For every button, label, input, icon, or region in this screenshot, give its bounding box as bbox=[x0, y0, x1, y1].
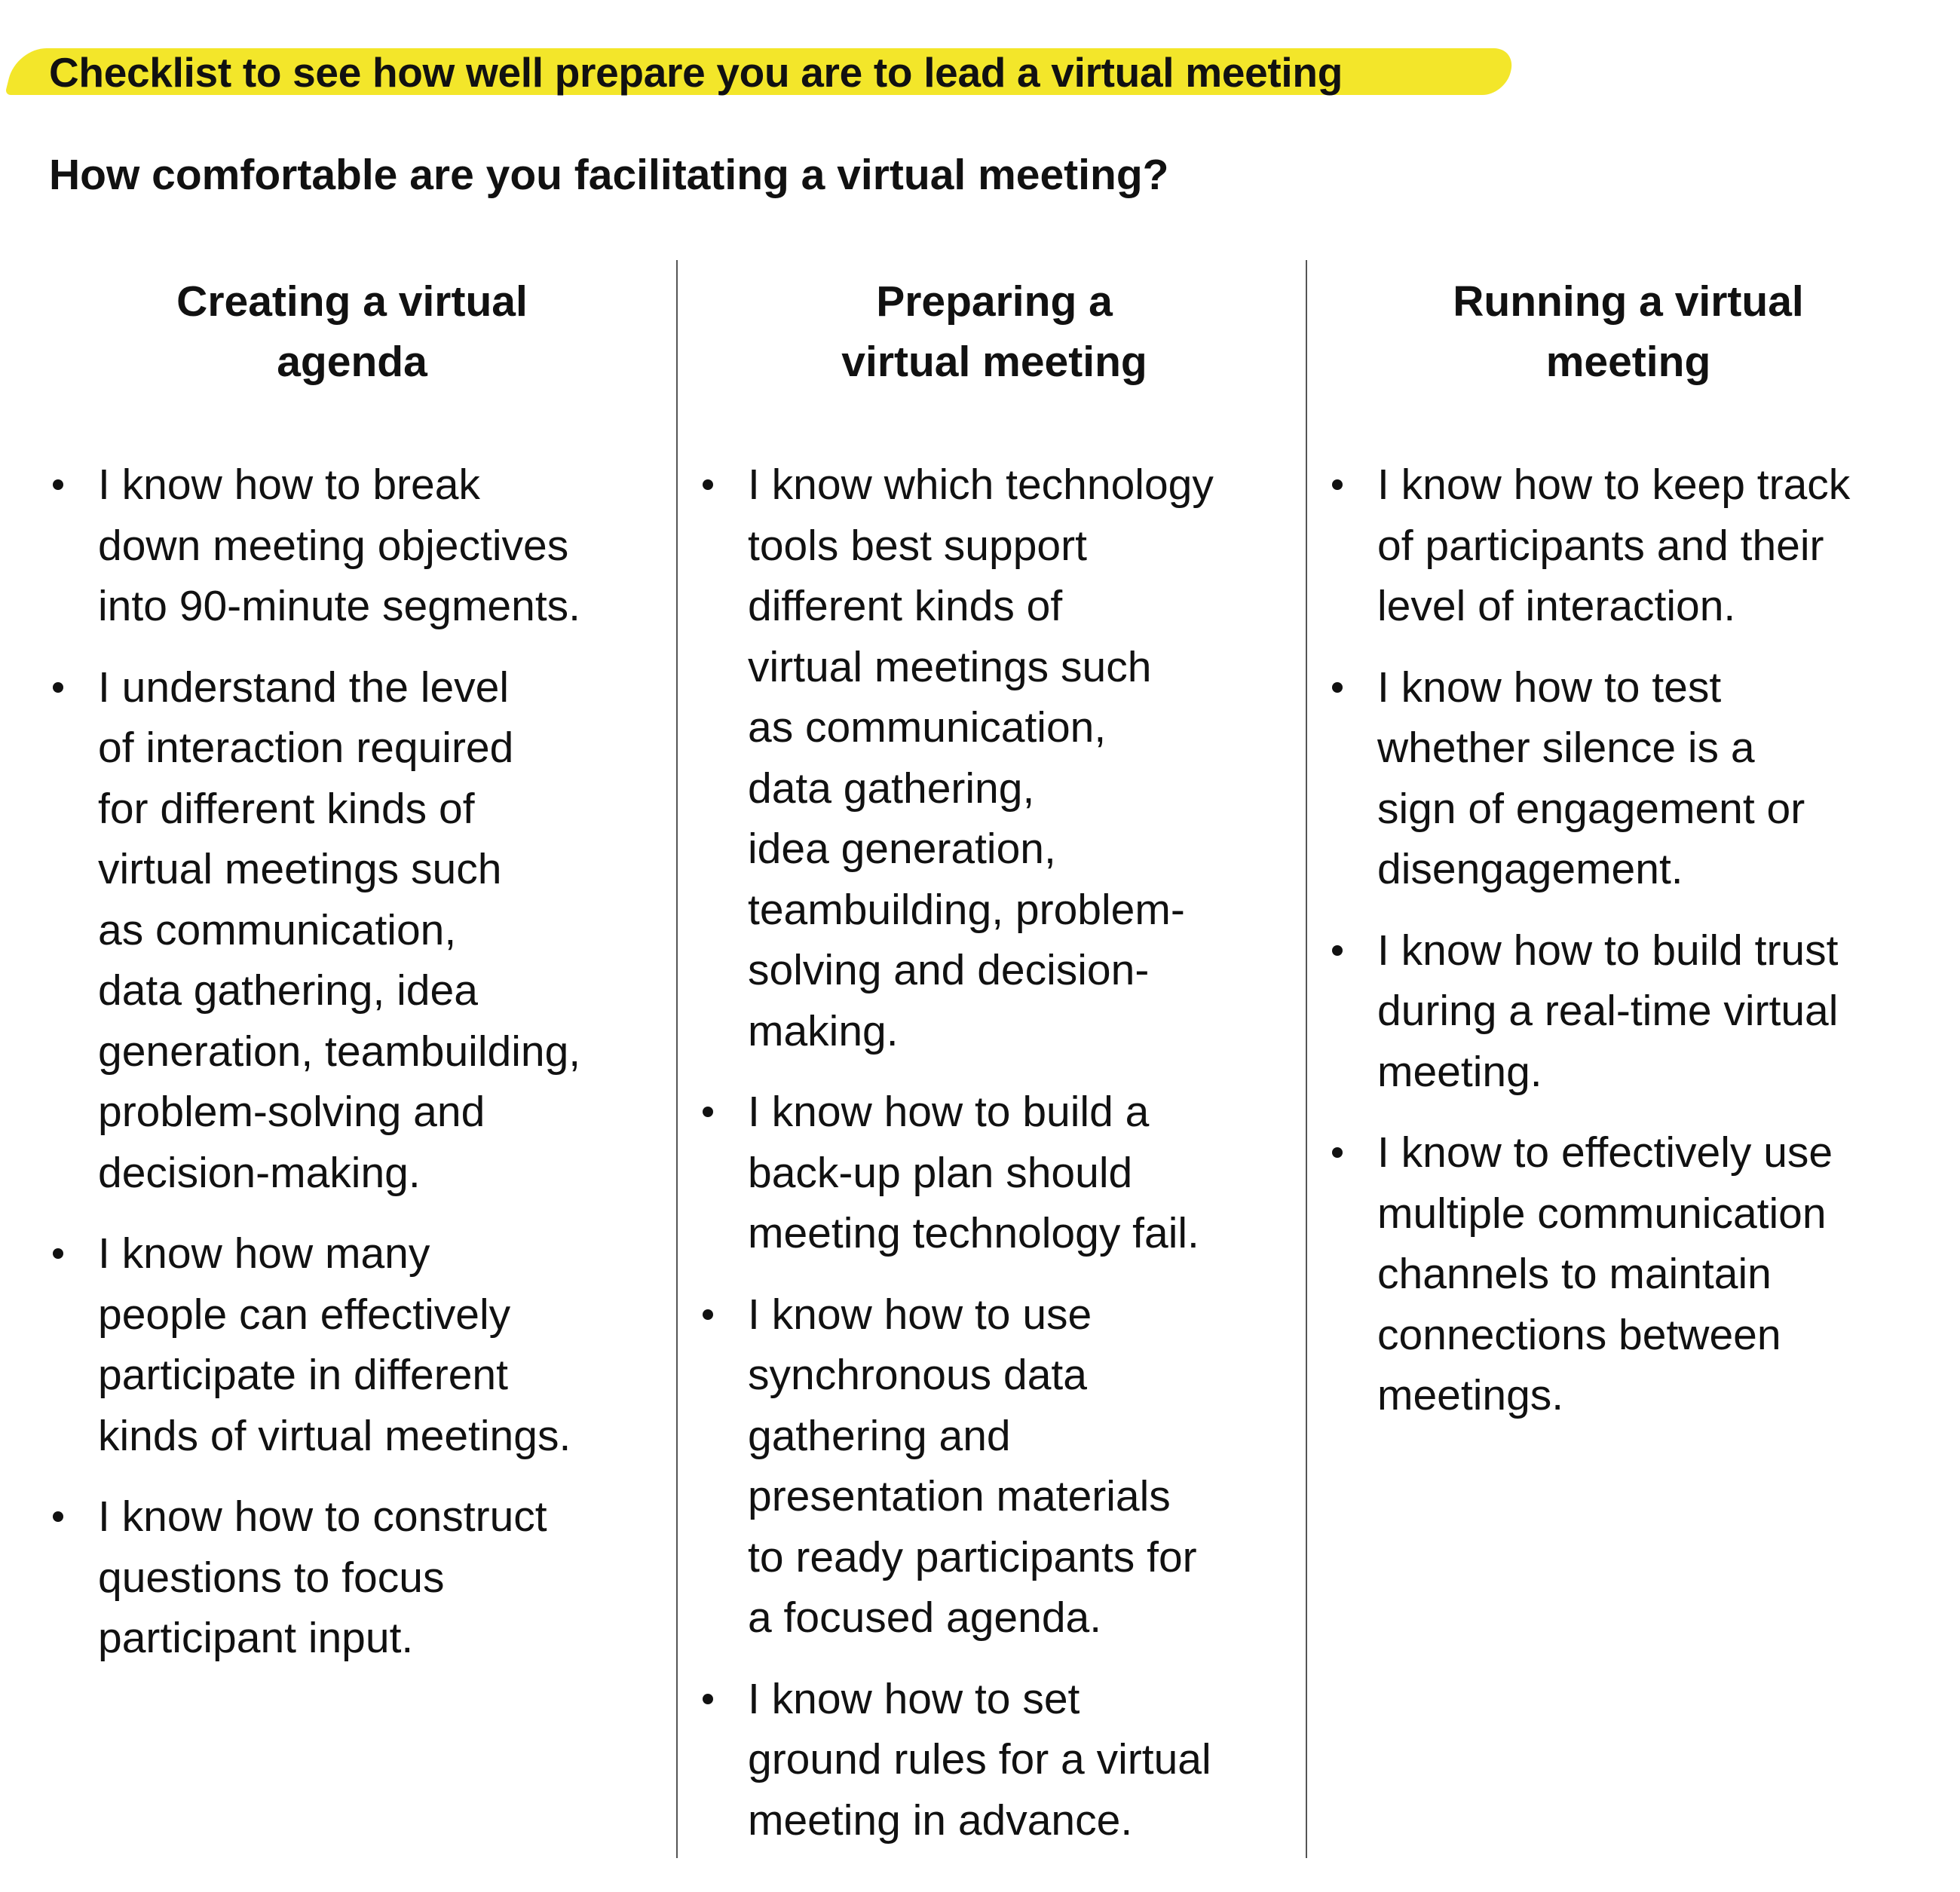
checklist-item bbox=[1328, 1122, 1850, 1426]
checklist-item-line: data gathering, idea bbox=[98, 966, 478, 1015]
checklist-item-line: teambuilding, problem- bbox=[748, 885, 1185, 934]
checklist-item-line: idea generation, bbox=[748, 825, 1056, 873]
checklist-item-line: presentation materials bbox=[748, 1472, 1171, 1520]
page-subtitle: How comfortable are you facilitating a virtual meeting? bbox=[49, 151, 1169, 199]
checklist bbox=[49, 455, 580, 1689]
checklist-item-line: whether silence is a bbox=[1377, 724, 1755, 772]
column-heading bbox=[51, 271, 654, 392]
bullet-icon bbox=[1332, 682, 1343, 693]
checklist-item-line: I know how many bbox=[98, 1229, 430, 1278]
checklist-item-line: as communication, bbox=[98, 905, 457, 954]
checklist-item-line: I know which technology bbox=[748, 461, 1214, 509]
bullet-icon bbox=[53, 1511, 63, 1522]
checklist-item-line: I know how to test bbox=[1377, 663, 1722, 712]
checklist-item-line: decision-making. bbox=[98, 1148, 421, 1197]
checklist-item-line: back-up plan should bbox=[748, 1148, 1133, 1197]
checklist-item bbox=[49, 1223, 580, 1466]
bullet-icon bbox=[703, 1309, 713, 1320]
checklist-item-line: participate in different bbox=[98, 1351, 508, 1399]
checklist bbox=[699, 455, 1214, 1871]
checklist-item-line: channels to maintain bbox=[1377, 1250, 1772, 1298]
checklist-item-line: disengagement. bbox=[1377, 845, 1683, 893]
column-heading bbox=[1327, 271, 1930, 392]
checklist-item bbox=[699, 1669, 1214, 1851]
checklist-item-line: as communication, bbox=[748, 703, 1107, 752]
checklist-item-line: meeting in advance. bbox=[748, 1796, 1133, 1845]
checklist-item-line: people can effectively bbox=[98, 1290, 511, 1339]
checklist-item-line: multiple communication bbox=[1377, 1189, 1827, 1238]
checklist-item-line: solving and decision- bbox=[748, 946, 1150, 994]
checklist-item-line: I understand the level bbox=[98, 663, 510, 712]
bullet-icon bbox=[53, 682, 63, 693]
column-divider bbox=[676, 260, 678, 1858]
column-heading bbox=[693, 271, 1296, 392]
checklist-item-line: meeting. bbox=[1377, 1047, 1542, 1096]
bullet-icon bbox=[53, 1248, 63, 1259]
bullet-icon bbox=[703, 1107, 713, 1117]
checklist-item-line: synchronous data bbox=[748, 1351, 1087, 1399]
checklist-item-line: different kinds of bbox=[748, 582, 1063, 630]
checklist-item bbox=[699, 455, 1214, 1061]
checklist-item-line: connections between bbox=[1377, 1310, 1781, 1359]
checklist-item-line: during a real-time virtual bbox=[1377, 987, 1839, 1035]
checklist-item-line: I know how to construct bbox=[98, 1492, 547, 1541]
checklist-item-line: questions to focus bbox=[98, 1553, 445, 1602]
checklist-item-line: for different kinds of bbox=[98, 784, 475, 833]
checklist-item-line: down meeting objectives bbox=[98, 521, 569, 570]
bullet-icon bbox=[1332, 479, 1343, 490]
checklist-item-line: meeting technology fail. bbox=[748, 1209, 1199, 1257]
page-title: Checklist to see how well prepare you are to lead a virtual meeting bbox=[49, 49, 1343, 96]
column-heading-line: meeting bbox=[1545, 338, 1711, 386]
checklist bbox=[1328, 455, 1850, 1447]
checklist-item-line: sign of engagement or bbox=[1377, 784, 1805, 833]
checklist-item-line: I know how to keep track bbox=[1377, 461, 1851, 509]
checklist-item bbox=[699, 1082, 1214, 1264]
bullet-icon bbox=[703, 479, 713, 490]
checklist-item-line: I know how to set bbox=[748, 1674, 1080, 1723]
column-heading-line: agenda bbox=[277, 338, 427, 386]
column-heading-line: Creating a virtual bbox=[176, 277, 528, 326]
checklist-item-line: virtual meetings such bbox=[98, 845, 502, 893]
checklist-item-line: I know how to break bbox=[98, 461, 480, 509]
bullet-icon bbox=[1332, 1147, 1343, 1158]
checklist-item bbox=[1328, 920, 1850, 1103]
checklist-item-line: data gathering, bbox=[748, 764, 1035, 813]
checklist-item-line: level of interaction. bbox=[1377, 582, 1736, 630]
bullet-icon bbox=[53, 479, 63, 490]
checklist-item-line: into 90-minute segments. bbox=[98, 582, 580, 630]
column-divider bbox=[1306, 260, 1307, 1858]
checklist-item bbox=[49, 657, 580, 1204]
checklist-item-line: to ready participants for bbox=[748, 1532, 1197, 1581]
checklist-item-line: I know to effectively use bbox=[1377, 1128, 1833, 1177]
checklist-item-line: making. bbox=[748, 1006, 899, 1055]
checklist-item bbox=[699, 1284, 1214, 1649]
checklist-item-line: virtual meetings such bbox=[748, 642, 1152, 691]
checklist-item bbox=[49, 1486, 580, 1669]
checklist-item-line: generation, teambuilding, bbox=[98, 1027, 581, 1076]
checklist-item-line: a focused agenda. bbox=[748, 1594, 1102, 1642]
checklist-item-line: tools best support bbox=[748, 521, 1087, 570]
checklist-item-line: meetings. bbox=[1377, 1371, 1564, 1419]
checklist-item-line: I know how to build trust bbox=[1377, 926, 1839, 975]
checklist-item bbox=[49, 455, 580, 637]
column-heading-line: Preparing a bbox=[876, 277, 1113, 326]
checklist-item-line: of interaction required bbox=[98, 724, 514, 772]
checklist-item bbox=[1328, 657, 1850, 900]
checklist-item-line: participant input. bbox=[98, 1614, 414, 1662]
bullet-icon bbox=[1332, 945, 1343, 956]
checklist-item-line: ground rules for a virtual bbox=[748, 1735, 1211, 1783]
checklist-item-line: gathering and bbox=[748, 1411, 1011, 1460]
bullet-icon bbox=[703, 1694, 713, 1704]
checklist-item-line: of participants and their bbox=[1377, 521, 1824, 570]
checklist-item-line: kinds of virtual meetings. bbox=[98, 1411, 571, 1460]
checklist-item-line: problem-solving and bbox=[98, 1088, 485, 1136]
checklist-item-line: I know how to build a bbox=[748, 1088, 1150, 1136]
checklist-item bbox=[1328, 455, 1850, 637]
checklist-item-line: I know how to use bbox=[748, 1290, 1092, 1339]
column-heading-line: virtual meeting bbox=[841, 338, 1147, 386]
column-heading-line: Running a virtual bbox=[1453, 277, 1804, 326]
